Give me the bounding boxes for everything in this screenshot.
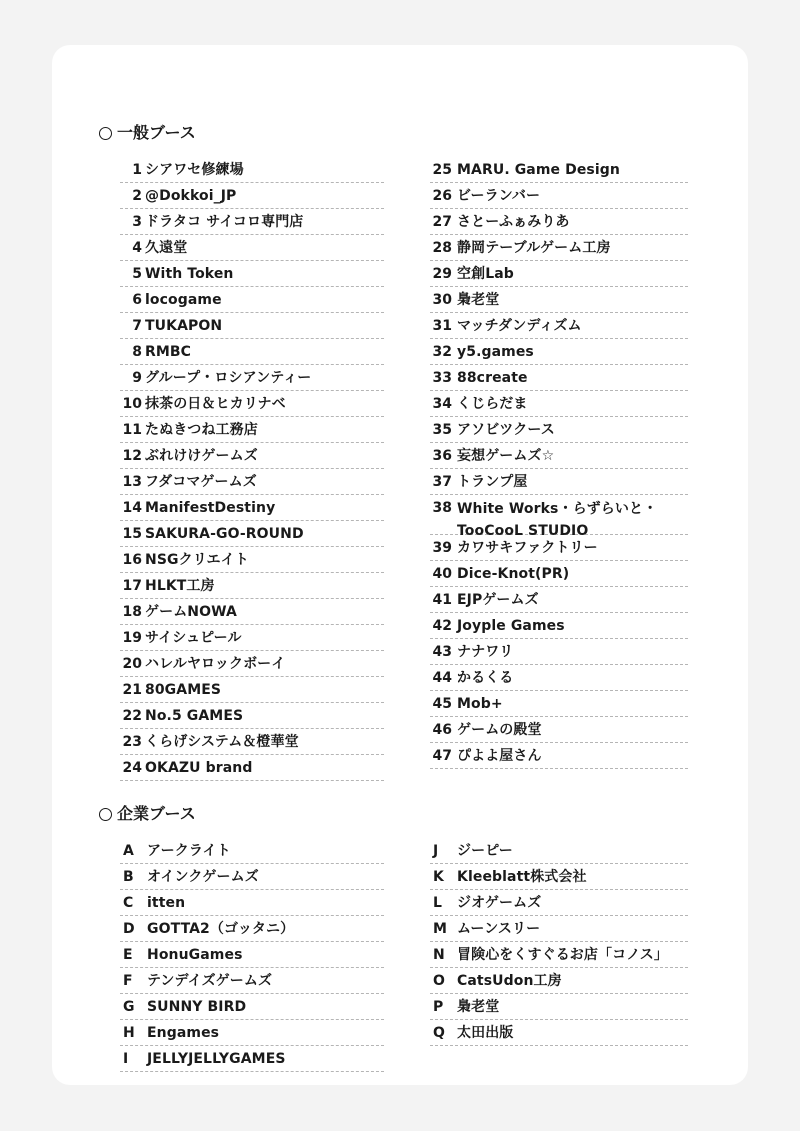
booth-number: 9 [132, 370, 142, 386]
booth-name: locogame [145, 292, 222, 308]
booth-row [430, 535, 688, 561]
general-booth-title: 一般ブース [117, 123, 196, 142]
booth-row [430, 994, 688, 1020]
booth-name: EJPゲームズ [457, 592, 539, 608]
booth-name: 静岡テーブルゲーム工房 [457, 240, 611, 256]
booth-row [430, 183, 688, 209]
booth-letter: D [123, 921, 135, 937]
booth-row [120, 838, 384, 864]
booth-name: トランプ屋 [457, 474, 528, 490]
booth-letter: A [123, 843, 134, 859]
booth-row [430, 339, 688, 365]
booth-number: 39 [432, 540, 452, 556]
booth-name: GOTTA2（ゴッタニ） [147, 921, 295, 937]
circle-icon [99, 808, 112, 821]
booth-number: 3 [132, 214, 142, 230]
booth-name: アークライト [147, 843, 231, 859]
booth-number: 27 [432, 214, 452, 230]
booth-name: 久遠堂 [145, 240, 188, 256]
booth-name: アソビツクース [457, 422, 555, 438]
corporate-booth-title: 企業ブース [117, 804, 196, 823]
booth-row [430, 443, 688, 469]
booth-row [120, 391, 384, 417]
booth-letter: C [123, 895, 134, 911]
booth-row [430, 209, 688, 235]
booth-row [120, 864, 384, 890]
booth-row [120, 339, 384, 365]
booth-number: 41 [432, 592, 452, 608]
booth-name: 梟老堂 [457, 999, 500, 1015]
booth-number: 44 [432, 670, 452, 686]
booth-row [120, 994, 384, 1020]
corporate-booth-list-left [120, 838, 384, 1072]
booth-row [430, 717, 688, 743]
booth-number: 31 [432, 318, 452, 334]
booth-number: 24 [122, 760, 142, 776]
booth-row [430, 495, 688, 539]
booth-number: 15 [122, 526, 142, 542]
booth-name: ジーピー [457, 843, 513, 859]
booth-row [120, 942, 384, 968]
booth-number: 21 [122, 682, 142, 698]
booth-number: 14 [122, 500, 142, 516]
booth-row [430, 157, 688, 183]
booth-letter: E [123, 947, 133, 963]
booth-row [120, 469, 384, 495]
booth-name: No.5 GAMES [145, 708, 244, 724]
booth-row [120, 287, 384, 313]
booth-row [430, 313, 688, 339]
booth-row [120, 599, 384, 625]
booth-number: 7 [132, 318, 142, 334]
booth-number: 26 [432, 188, 452, 204]
booth-row [120, 625, 384, 651]
booth-number: 4 [132, 240, 142, 256]
booth-letter: J [433, 843, 439, 859]
booth-row [120, 157, 384, 183]
booth-name: 太田出版 [457, 1025, 514, 1041]
booth-name: OKAZU brand [145, 760, 253, 776]
booth-row [430, 890, 688, 916]
booth-row [120, 495, 384, 521]
booth-number: 47 [432, 748, 452, 764]
booth-letter: L [433, 895, 442, 911]
booth-row [430, 743, 688, 769]
booth-row [120, 209, 384, 235]
booth-row [120, 1046, 384, 1072]
booth-row [120, 916, 384, 942]
booth-name: ビーランバー [457, 188, 541, 204]
booth-letter: F [123, 973, 133, 989]
booth-row [430, 365, 688, 391]
booth-row [120, 890, 384, 916]
booth-name: ジオゲームズ [457, 895, 542, 911]
booth-row [120, 547, 384, 573]
booth-row [120, 443, 384, 469]
booth-row [430, 287, 688, 313]
booth-number: 22 [122, 708, 142, 724]
booth-name: 空創Lab [457, 266, 514, 282]
general-booth-list-right [430, 157, 688, 769]
booth-number: 40 [432, 566, 452, 582]
booth-number: 45 [432, 696, 452, 712]
booth-name: 88create [457, 370, 528, 386]
booth-number: 38 [432, 500, 452, 516]
booth-row [120, 729, 384, 755]
booth-number: 20 [122, 656, 142, 672]
booth-name: ハレルヤロックボーイ [145, 656, 286, 672]
booth-name: ぴよよ屋さん [457, 748, 542, 764]
booth-letter: M [433, 921, 447, 937]
booth-name: サイシュピール [145, 630, 242, 646]
booth-letter: H [123, 1025, 135, 1041]
booth-name: たぬきつね工務店 [145, 422, 258, 438]
booth-name: ナナワリ [457, 644, 514, 660]
booth-name: カワサキファクトリー [457, 540, 598, 556]
booth-name: Kleeblatt株式会社 [457, 869, 587, 885]
booth-row [430, 235, 688, 261]
booth-name: itten [147, 895, 186, 911]
booth-name: 梟老堂 [457, 292, 500, 308]
booth-row [430, 691, 688, 717]
general-booth-heading [99, 123, 196, 143]
booth-letter: Q [433, 1025, 445, 1041]
booth-number: 10 [122, 396, 142, 412]
general-booth-list-left [120, 157, 384, 781]
booth-letter: G [123, 999, 135, 1015]
booth-row [120, 183, 384, 209]
booth-row [120, 755, 384, 781]
booth-name: オインクゲームズ [147, 869, 259, 885]
booth-number: 30 [432, 292, 452, 308]
booth-number: 23 [122, 734, 142, 750]
booth-name: シアワセ修練場 [145, 162, 244, 178]
booth-name: フダコマゲームズ [145, 474, 257, 490]
booth-number: 5 [132, 266, 142, 282]
booth-name: @Dokkoi_JP [145, 188, 237, 204]
booth-name: With Token [145, 266, 234, 282]
booth-number: 25 [432, 162, 452, 178]
booth-name: MARU. Game Design [457, 162, 620, 178]
booth-name: かるくる [457, 670, 514, 686]
booth-row [430, 469, 688, 495]
booth-row [430, 587, 688, 613]
booth-row [430, 417, 688, 443]
booth-name: y5.games [457, 344, 534, 360]
booth-row [430, 916, 688, 942]
booth-number: 16 [122, 552, 142, 568]
booth-name: Mob+ [457, 696, 503, 712]
booth-name: 妄想ゲームズ☆ [457, 448, 555, 464]
booth-name: HonuGames [147, 947, 243, 963]
booth-name: NSGクリエイト [145, 552, 249, 568]
booth-letter: N [433, 947, 445, 963]
booth-name: 80GAMES [145, 682, 222, 698]
booth-name: TUKAPON [145, 318, 223, 334]
booth-row [430, 1020, 688, 1046]
booth-name: RMBC [145, 344, 192, 360]
booth-row [120, 417, 384, 443]
booth-name: ゲームの殿堂 [457, 722, 542, 738]
booth-row [430, 561, 688, 587]
booth-name: さとーふぁみりあ [457, 214, 570, 230]
booth-row [430, 391, 688, 417]
booth-row [120, 521, 384, 547]
booth-letter: K [433, 869, 444, 885]
booth-name: SUNNY BIRD [147, 999, 247, 1015]
booth-row [430, 968, 688, 994]
booth-number: 11 [122, 422, 142, 438]
booth-number: 35 [432, 422, 452, 438]
booth-name: JELLYJELLYGAMES [147, 1051, 286, 1067]
booth-name: グループ・ロシアンティー [145, 370, 312, 386]
booth-row [430, 261, 688, 287]
booth-number: 36 [432, 448, 452, 464]
booth-number: 12 [122, 448, 142, 464]
booth-row [430, 864, 688, 890]
booth-name: Engames [147, 1025, 220, 1041]
booth-row [120, 573, 384, 599]
booth-number: 33 [432, 370, 452, 386]
booth-number: 43 [432, 644, 452, 660]
booth-name: SAKURA-GO-ROUND [145, 526, 304, 542]
booth-name: テンデイズゲームズ [147, 973, 273, 989]
booth-name: Dice-Knot(PR) [457, 566, 570, 582]
booth-number: 1 [132, 162, 142, 178]
booth-letter: B [123, 869, 134, 885]
corporate-booth-heading [99, 804, 196, 824]
booth-number: 2 [132, 188, 142, 204]
booth-number: 17 [122, 578, 142, 594]
booth-name: CatsUdon工房 [457, 973, 562, 989]
booth-name: HLKT工房 [145, 578, 215, 594]
booth-row [430, 613, 688, 639]
booth-number: 18 [122, 604, 142, 620]
booth-row [430, 942, 688, 968]
booth-name: ゲームNOWA [145, 604, 237, 620]
booth-row [120, 365, 384, 391]
booth-letter: P [433, 999, 444, 1015]
booth-row [120, 261, 384, 287]
booth-row [120, 313, 384, 339]
booth-row [120, 235, 384, 261]
booth-row [120, 968, 384, 994]
booth-row [430, 838, 688, 864]
booth-number: 6 [132, 292, 142, 308]
booth-name: ムーンスリー [457, 921, 541, 937]
booth-number: 34 [432, 396, 452, 412]
booth-name: ぶれけけゲームズ [145, 448, 258, 464]
booth-name: 抹茶の日＆ヒカリナベ [145, 396, 286, 412]
booth-row [430, 665, 688, 691]
booth-name: くじらだま [457, 396, 528, 412]
booth-name: ドラタコ サイコロ専門店 [145, 214, 304, 230]
booth-number: 28 [432, 240, 452, 256]
booth-number: 46 [432, 722, 452, 738]
booth-name: ManifestDestiny [145, 500, 276, 516]
booth-number: 8 [132, 344, 142, 360]
booth-row [120, 703, 384, 729]
booth-row [120, 651, 384, 677]
booth-name: くらげシステム＆橙華堂 [145, 734, 299, 750]
booth-row [430, 639, 688, 665]
booth-name: マッチダンディズム [457, 318, 582, 334]
booth-row [120, 677, 384, 703]
booth-number: 29 [432, 266, 452, 282]
booth-number: 19 [122, 630, 142, 646]
corporate-booth-list-right [430, 838, 688, 1046]
booth-number: 37 [432, 474, 452, 490]
circle-icon [99, 127, 112, 140]
booth-number: 13 [122, 474, 142, 490]
booth-letter: O [433, 973, 445, 989]
booth-number: 32 [432, 344, 452, 360]
booth-name: Joyple Games [457, 618, 565, 634]
booth-name: 冒険心をくすぐるお店「コノス」 [457, 947, 668, 963]
booth-name: White Works・らずらいと・TooCooL STUDIO [457, 501, 658, 539]
booth-number: 42 [432, 618, 452, 634]
booth-row [120, 1020, 384, 1046]
booth-letter: I [123, 1051, 129, 1067]
